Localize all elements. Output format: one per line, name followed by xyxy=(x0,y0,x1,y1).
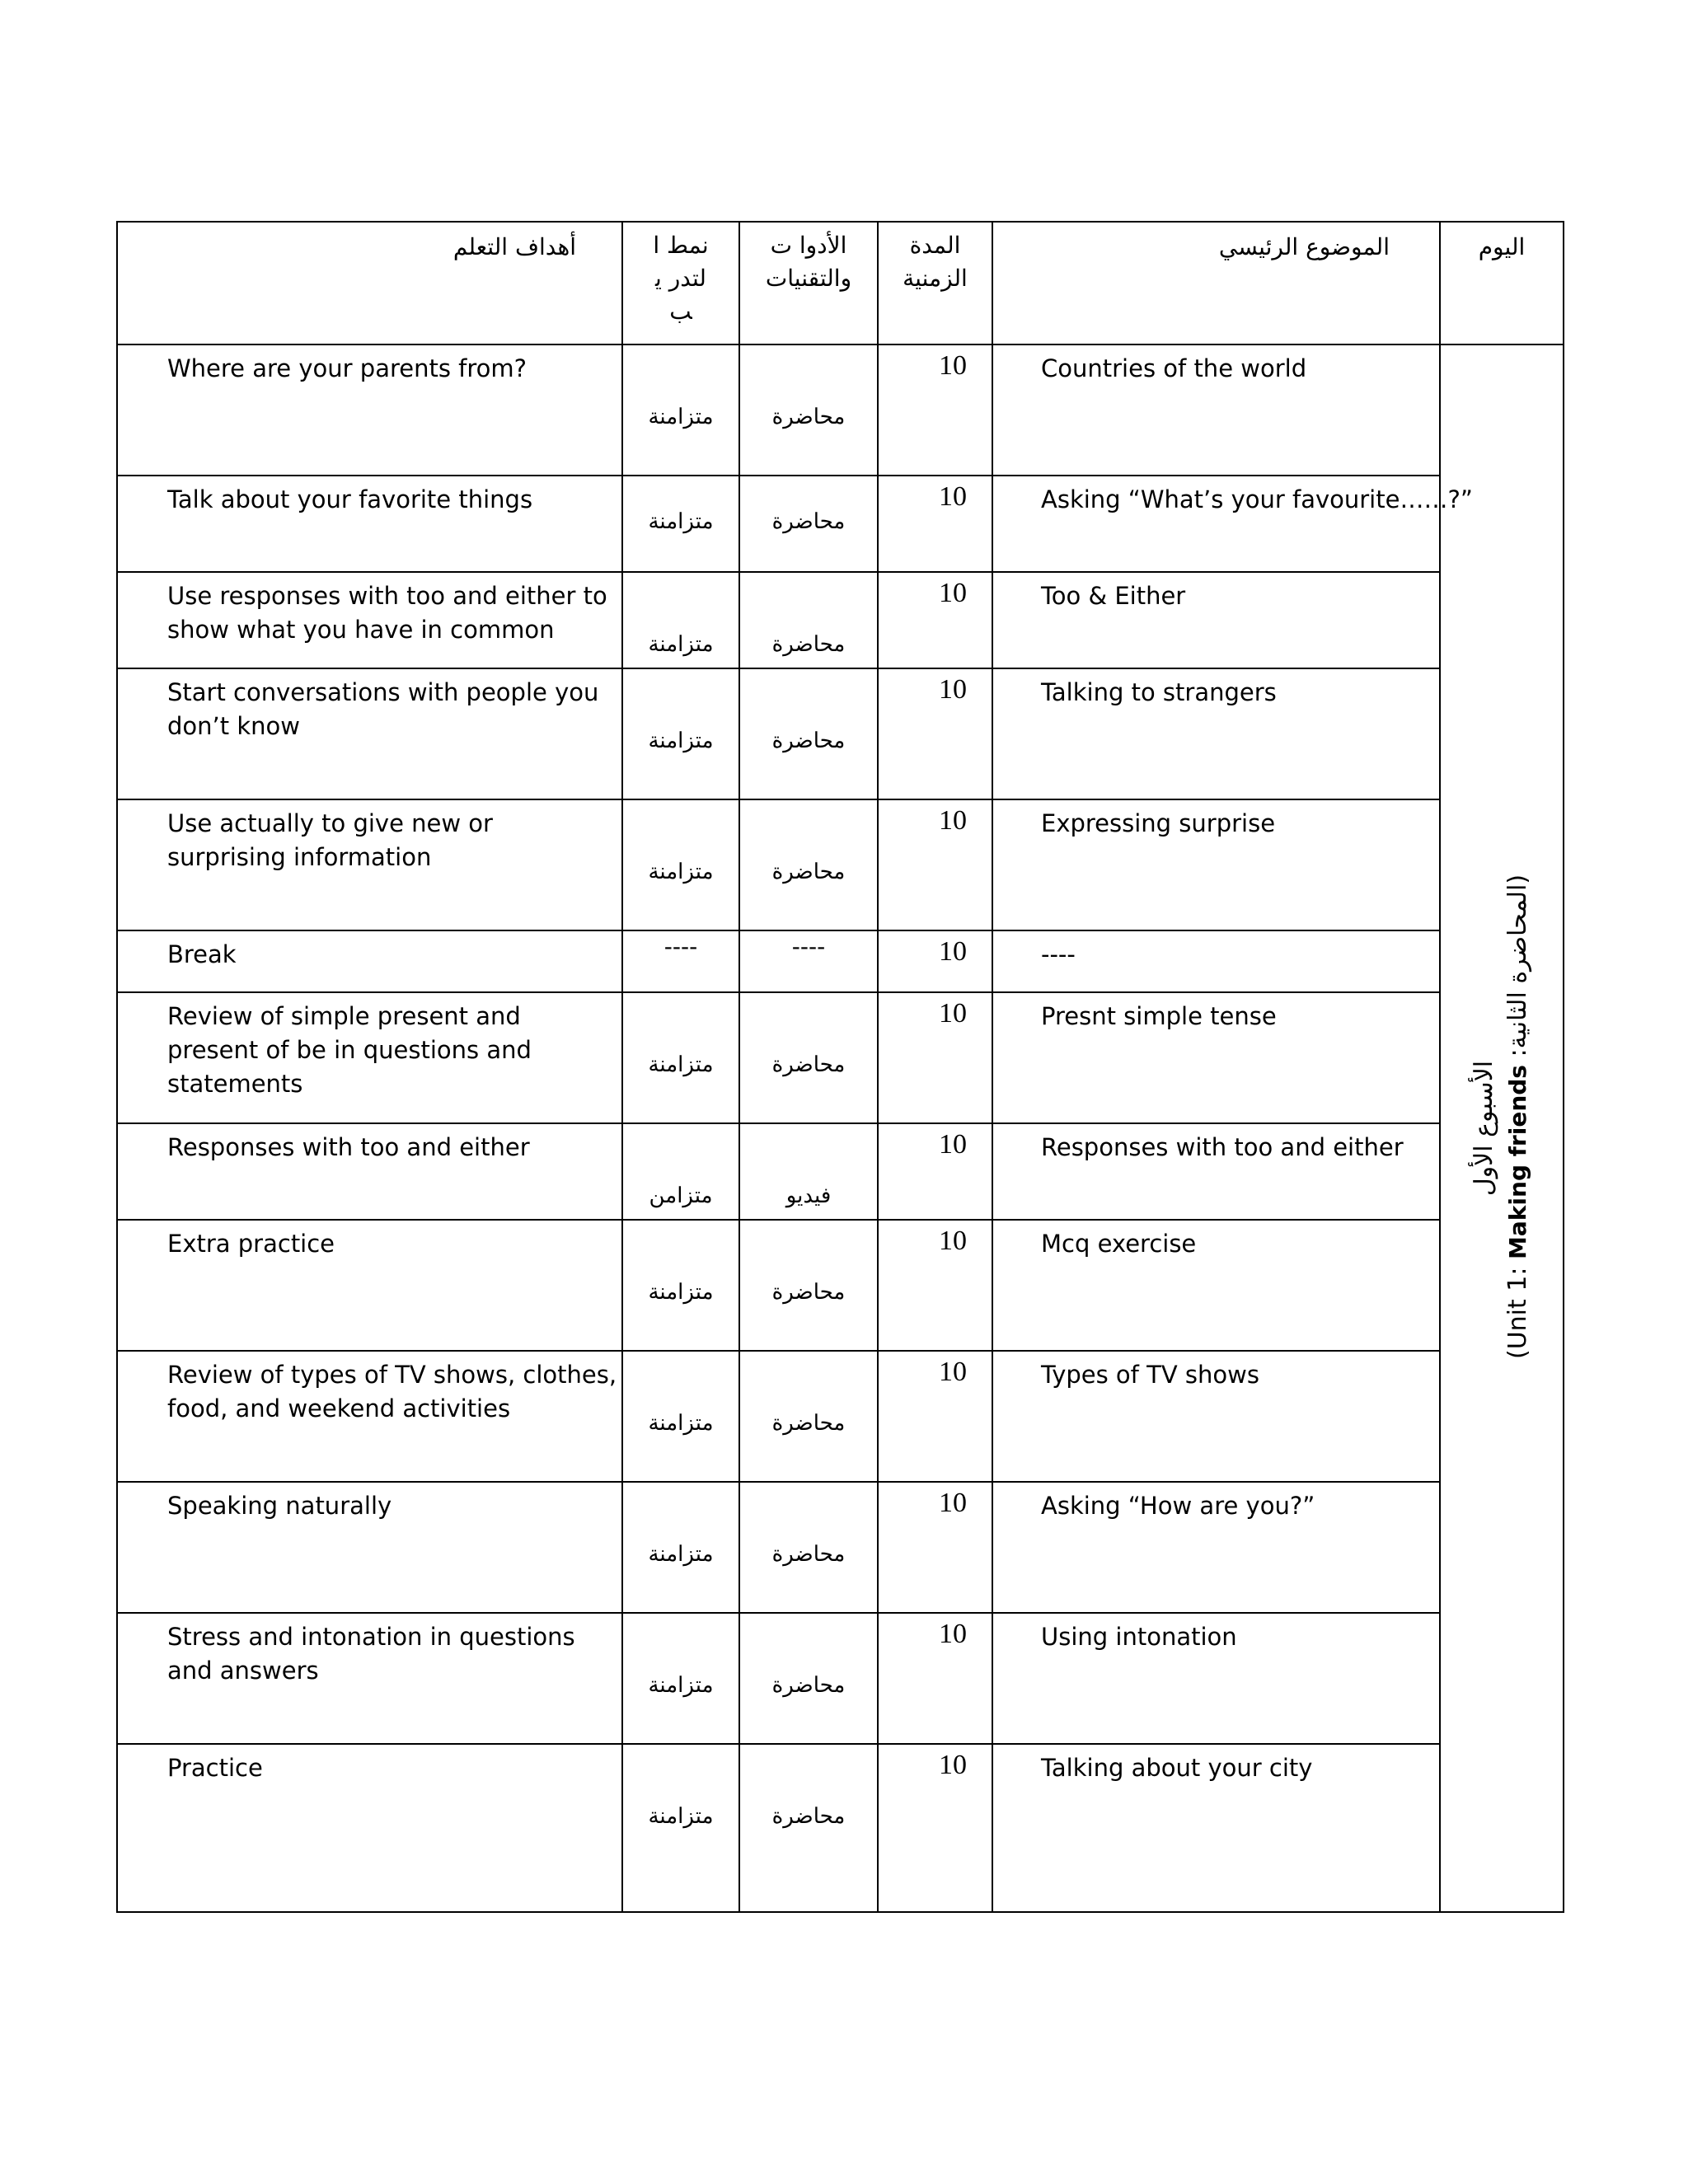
topic-cell: Mcq exercise xyxy=(992,1220,1440,1351)
mode-cell xyxy=(622,476,739,572)
duration-cell: 10 xyxy=(878,1123,992,1220)
unit-title: Making friends xyxy=(1504,1065,1531,1259)
topic-cell: Presnt simple tense xyxy=(992,992,1440,1123)
mode-cell xyxy=(622,799,739,930)
objective-cell: Start conversations with people you don’t know xyxy=(117,668,622,799)
topic-cell: Talking about your city xyxy=(992,1744,1440,1912)
table-row xyxy=(117,344,1564,476)
header-duration: المدة الزمنية xyxy=(878,222,992,344)
header-topic: الموضوع الرئيسي xyxy=(992,222,1440,344)
mode-label: متزامنة xyxy=(648,1673,714,1698)
mode-cell xyxy=(622,1351,739,1482)
week-label: الأسبوع الأول xyxy=(1470,1060,1498,1197)
duration-cell: 10 xyxy=(878,1351,992,1482)
tool-cell xyxy=(739,1123,878,1220)
mode-label: متزامنة xyxy=(648,1804,714,1829)
tool-label: محاضرة xyxy=(771,405,846,429)
objective-cell: Responses with too and either xyxy=(117,1123,622,1220)
topic-cell: Talking to strangers xyxy=(992,668,1440,799)
table-row xyxy=(117,572,1564,668)
tool-label: محاضرة xyxy=(771,632,846,657)
tool-cell xyxy=(739,1351,878,1482)
mode-label: متزامنة xyxy=(648,1280,714,1305)
objective-cell: Review of simple present and present of be in questions and statements xyxy=(117,992,622,1123)
objective-cell: Where are your parents from? xyxy=(117,344,622,476)
duration-cell: 10 xyxy=(878,1613,992,1744)
mode-label: متزامنة xyxy=(648,860,714,884)
objective-cell: Talk about your favorite things xyxy=(117,476,622,572)
header-objectives: أهداف التعلم xyxy=(117,222,622,344)
mode-cell xyxy=(622,668,739,799)
mode-cell xyxy=(622,572,739,668)
objective-cell: Review of types of TV shows, clothes, food, and weekend activities xyxy=(117,1351,622,1482)
day-cell xyxy=(1440,344,1564,1912)
mode-cell xyxy=(622,1744,739,1912)
mode-label: متزامن xyxy=(649,1183,713,1208)
objective-cell: Use actually to give new or surprising information xyxy=(117,799,622,930)
objective-cell: Practice xyxy=(117,1744,622,1912)
table-row xyxy=(117,1613,1564,1744)
tool-cell xyxy=(739,1482,878,1613)
mode-cell xyxy=(622,1482,739,1613)
mode-label: متزامنة xyxy=(648,1542,714,1567)
tool-cell xyxy=(739,992,878,1123)
table-row xyxy=(117,476,1564,572)
lecture-label xyxy=(1501,874,1536,1359)
tool-cell xyxy=(739,476,878,572)
header-day: اليوم xyxy=(1440,222,1564,344)
table-row xyxy=(117,992,1564,1123)
mode-cell xyxy=(622,1123,739,1220)
topic-cell: Too & Either xyxy=(992,572,1440,668)
topic-cell: Responses with too and either xyxy=(992,1123,1440,1220)
duration-cell: 10 xyxy=(878,572,992,668)
tool-label: محاضرة xyxy=(771,860,846,884)
topic-cell: Asking “How are you?” xyxy=(992,1482,1440,1613)
mode-cell xyxy=(622,1613,739,1744)
topic-cell: Using intonation xyxy=(992,1613,1440,1744)
topic-cell: Countries of the world xyxy=(992,344,1440,476)
table-row xyxy=(117,1482,1564,1613)
tool-cell xyxy=(739,668,878,799)
tool-label: محاضرة xyxy=(771,509,846,534)
unit-prefix: (Unit 1: xyxy=(1503,1258,1532,1359)
tool-cell: ---- xyxy=(739,930,878,992)
tool-cell xyxy=(739,344,878,476)
duration-cell: 10 xyxy=(878,930,992,992)
tool-label: فيديو xyxy=(785,1183,832,1208)
tool-cell xyxy=(739,1613,878,1744)
mode-cell xyxy=(622,1220,739,1351)
mode-label: متزامنة xyxy=(648,405,714,429)
table-row xyxy=(117,799,1564,930)
mode-label: متزامنة xyxy=(648,1411,714,1436)
mode-cell xyxy=(622,992,739,1123)
objective-cell: Speaking naturally xyxy=(117,1482,622,1613)
duration-cell: 10 xyxy=(878,344,992,476)
mode-label: متزامنة xyxy=(648,729,714,753)
objective-cell: Break xyxy=(117,930,622,992)
duration-cell: 10 xyxy=(878,668,992,799)
mode-label: متزامنة xyxy=(648,632,714,657)
tool-cell xyxy=(739,1220,878,1351)
tool-label: محاضرة xyxy=(771,1542,846,1567)
mode-label: متزامنة xyxy=(648,509,714,534)
table-row xyxy=(117,668,1564,799)
topic-cell: Expressing surprise xyxy=(992,799,1440,930)
tool-label: محاضرة xyxy=(771,1673,846,1698)
mode-cell xyxy=(622,344,739,476)
table-row xyxy=(117,1351,1564,1482)
objective-cell: Use responses with too and either to show what you have in common xyxy=(117,572,622,668)
tool-cell xyxy=(739,1744,878,1912)
objective-cell: Extra practice xyxy=(117,1220,622,1351)
table-row xyxy=(117,1744,1564,1912)
topic-cell: ---- xyxy=(992,930,1440,992)
lecture-suffix: :المحاضرة الثانية) xyxy=(1503,874,1532,1066)
table-row xyxy=(117,1123,1564,1220)
mode-label: متزامنة xyxy=(648,1052,714,1077)
table-row xyxy=(117,1220,1564,1351)
duration-cell: 10 xyxy=(878,1482,992,1613)
tool-label: محاضرة xyxy=(771,729,846,753)
header-mode: نمط التدر يب xyxy=(622,222,739,344)
objective-cell: Stress and intonation in questions and answers xyxy=(117,1613,622,1744)
schedule-table xyxy=(116,221,1564,1913)
tool-label: محاضرة xyxy=(771,1052,846,1077)
tool-label: محاضرة xyxy=(771,1411,846,1436)
duration-cell: 10 xyxy=(878,1220,992,1351)
topic-cell: Asking “What’s your favourite……?” xyxy=(992,476,1440,572)
tool-cell xyxy=(739,799,878,930)
tool-label: محاضرة xyxy=(771,1280,846,1305)
mode-cell: ---- xyxy=(622,930,739,992)
duration-cell: 10 xyxy=(878,476,992,572)
topic-cell: Types of TV shows xyxy=(992,1351,1440,1482)
duration-cell: 10 xyxy=(878,799,992,930)
duration-cell: 10 xyxy=(878,992,992,1123)
header-tools: الأدوا ت والتقنيات xyxy=(739,222,878,344)
tool-label: محاضرة xyxy=(771,1804,846,1829)
day-label xyxy=(1468,874,1536,1359)
duration-cell: 10 xyxy=(878,1744,992,1912)
table-row xyxy=(117,930,1564,992)
header-row xyxy=(117,222,1564,344)
tool-cell xyxy=(739,572,878,668)
